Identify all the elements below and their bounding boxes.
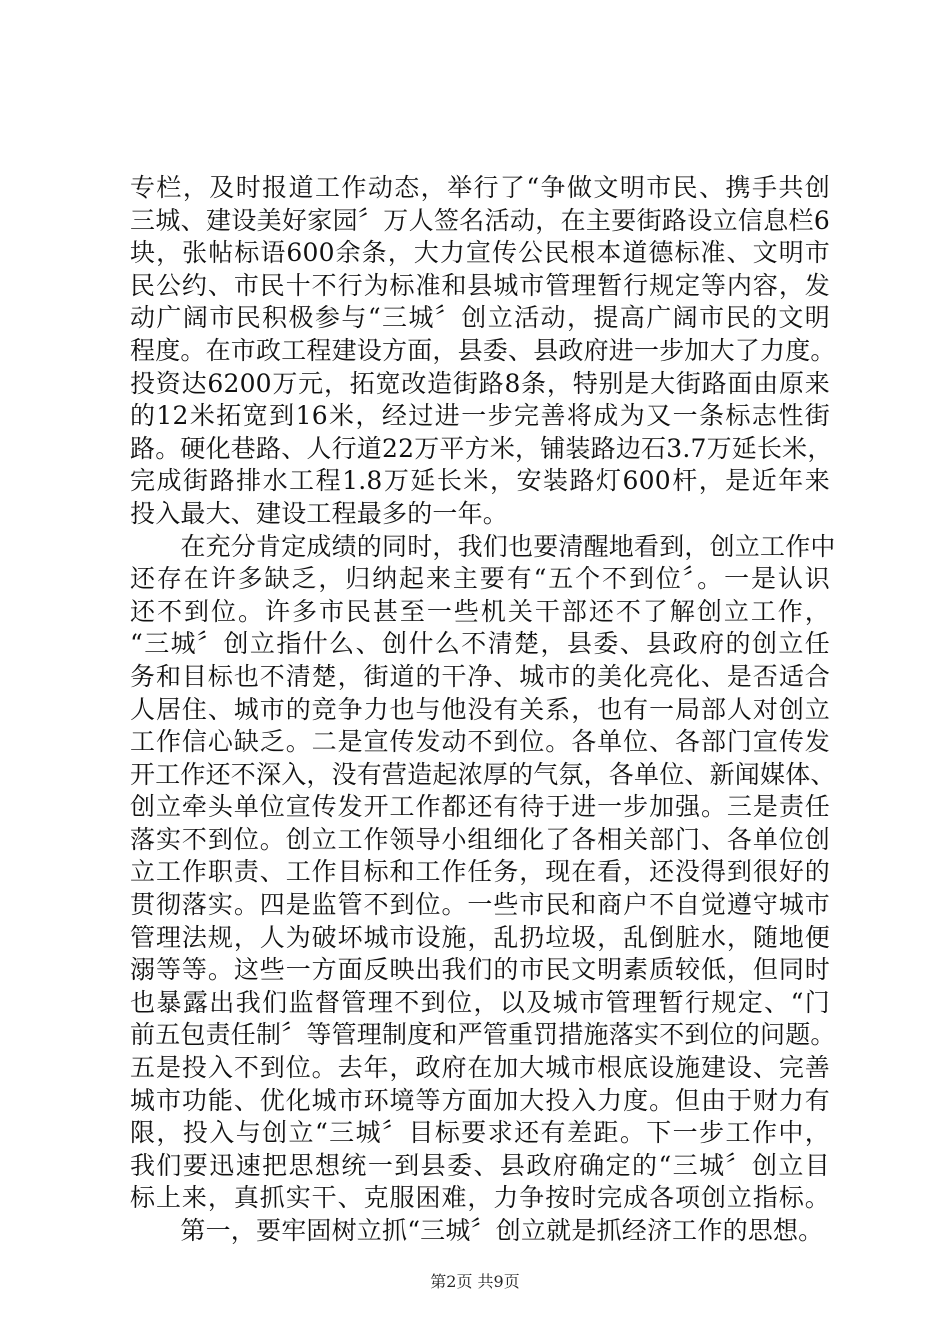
text-line: 投资达6200万元，拓宽改造街路8条，特别是大街路面由原来 — [130, 368, 830, 398]
text-line: 我们要迅速把思想统一到县委、县政府确定的“三城〞创立目 — [130, 1150, 830, 1180]
text-line: 还存在许多缺乏，归纳起来主要有“五个不到位〞。一是认识 — [130, 564, 830, 594]
text-line: 管理法规，人为破坏城市设施，乱扔垃圾，乱倒脏水，随地便 — [130, 922, 830, 952]
text-line: 人居住、城市的竞争力也与他没有关系，也有一局部人对创立 — [130, 694, 830, 724]
text-line: 块，张帖标语600余条，大力宣传公民根本道德标准、文明市 — [130, 238, 830, 268]
text-line: 前五包责任制〞等管理制度和严管重罚措施落实不到位的问题。 — [130, 1020, 836, 1050]
page-footer: 第2页 共9页 — [430, 1272, 520, 1291]
text-line: 路。硬化巷路、人行道22万平方米，铺装路边石3.7万延长米， — [130, 433, 833, 463]
text-line: 还不到位。许多市民甚至一些机关干部还不了解创立工作， — [130, 596, 830, 626]
text-line: 立工作职责、工作目标和工作任务，现在看，还没得到很好的 — [130, 857, 830, 887]
text-line: 在充分肯定成绩的同时，我们也要清醒地看到，创立工作中 — [130, 531, 836, 561]
text-line: 民公约、市民十不行为标准和县城市管理暂行规定等内容，发 — [130, 270, 830, 300]
text-line: 也暴露出我们监督管理不到位，以及城市管理暂行规定、“门 — [130, 987, 830, 1017]
text-line: 五是投入不到位。去年，政府在加大城市根底设施建设、完善 — [130, 1053, 830, 1083]
text-line: 动广阔市民积极参与“三城〞创立活动，提高广阔市民的文明 — [130, 303, 830, 333]
text-line: 落实不到位。创立工作领导小组细化了各相关部门、各单位创 — [130, 824, 830, 854]
text-line: 的12米拓宽到16米，经过进一步完善将成为又一条标志性街 — [130, 401, 830, 431]
text-line: 溺等等。这些一方面反映出我们的市民文明素质较低，但同时 — [130, 955, 830, 985]
text-line: 投入最大、建设工程最多的一年。 — [130, 498, 509, 528]
text-line: “三城〞创立指什么、创什么不清楚，县委、县政府的创立任 — [130, 629, 830, 659]
text-line: 工作信心缺乏。二是宣传发动不到位。各单位、各部门宣传发 — [130, 727, 830, 757]
text-line: 完成街路排水工程1.8万延长米，安装路灯600杆，是近年来 — [130, 466, 830, 496]
text-line: 第一，要牢固树立抓“三城〞创立就是抓经济工作的思想。 — [130, 1216, 824, 1245]
text-line: 务和目标也不清楚，街道的干净、城市的美化亮化、是否适合 — [130, 661, 830, 691]
document-body — [130, 172, 836, 1248]
text-line: 贯彻落实。四是监管不到位。一些市民和商户不自觉遵守城市 — [130, 890, 830, 920]
text-line: 标上来，真抓实干、克服困难，力争按时完成各项创立指标。 — [130, 1183, 830, 1213]
text-line: 限，投入与创立“三城〞目标要求还有差距。下一步工作中， — [130, 1118, 830, 1148]
text-line: 创立牵头单位宣传发开工作都还有待于进一步加强。三是责任 — [130, 792, 830, 822]
text-line: 城市功能、优化城市环境等方面加大投入力度。但由于财力有 — [130, 1085, 830, 1115]
text-line: 专栏，及时报道工作动态，举行了“争做文明市民、携手共创 — [130, 173, 830, 202]
text-line: 三城、建设美好家园〞万人签名活动，在主要街路设立信息栏6 — [130, 205, 830, 235]
text-line: 开工作还不深入，没有营造起浓厚的气氛，各单位、新闻媒体、 — [130, 759, 836, 789]
text-line: 程度。在市政工程建设方面，县委、县政府进一步加大了力度。 — [130, 335, 836, 365]
